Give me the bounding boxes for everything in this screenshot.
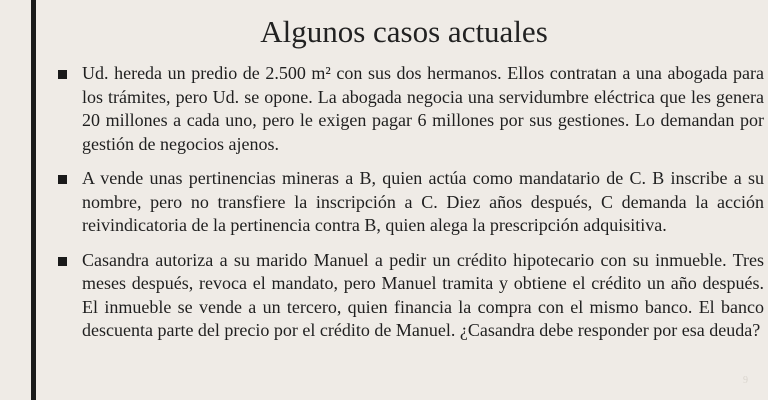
square-bullet-icon bbox=[58, 70, 67, 79]
vertical-accent-line bbox=[31, 0, 36, 400]
bullet-list bbox=[58, 62, 764, 354]
bullet-item-2 bbox=[58, 167, 764, 238]
bullet-text-3: Casandra autoriza a su marido Manuel a pedir un crédito hipotecario con su inmueble. Tres meses después, revoca el mandato, pero Manuel tramita y obtiene el crédito un año después. El inmueble se vende a un tercero, quien financia la compra con el mismo banco. El banco descuenta parte del precio por el crédito de Manuel. ¿Casandra debe responder por esa deuda? bbox=[82, 249, 764, 340]
slide-title: Algunos casos actuales bbox=[260, 14, 548, 49]
square-bullet-icon bbox=[58, 175, 67, 184]
square-bullet-icon bbox=[58, 257, 67, 266]
page-number: 9 bbox=[743, 375, 748, 386]
bullet-item-1 bbox=[58, 62, 764, 156]
bullet-text-2: A vende unas pertinencias mineras a B, quien actúa como mandatario de C. B inscribe a su nombre, pero no transfiere la inscripción a C. Diez años después, C demanda la acción reivindicatoria de la pertinencia contra B, quien alega la prescripción adquisitiva. bbox=[82, 168, 764, 235]
bullet-text-1: Ud. hereda un predio de 2.500 m² con sus dos hermanos. Ellos contratan a una abogada para los trámites, pero Ud. se opone. La abogada negocia una servidumbre eléctrica que les genera 20 millones a cada uno, pero le exigen pagar 6 millones por sus gestiones. Lo demandan por gestión de negocios ajenos. bbox=[82, 63, 764, 154]
left-decorative-bar bbox=[0, 0, 40, 400]
bullet-item-3 bbox=[58, 249, 764, 343]
